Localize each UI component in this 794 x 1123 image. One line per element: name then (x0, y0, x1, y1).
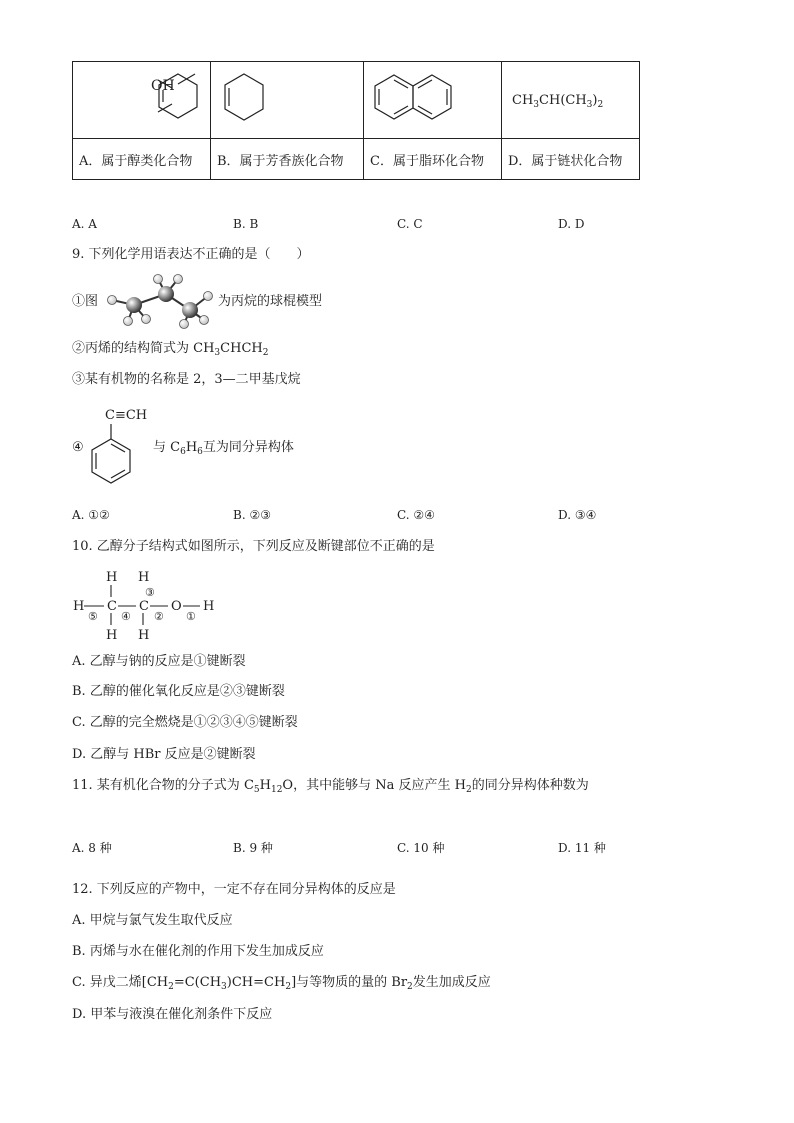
phenylacetylene-structure-diagram (86, 403, 152, 493)
q9-item2: ②丙烯的结构简式为 $CH_3CHCH_2$ (72, 341, 269, 358)
caption-b: B．属于芳香族化合物 (217, 153, 344, 169)
caption-a: A．属于醇类化合物 (79, 153, 193, 169)
q9-item1-suffix: 为丙烷的球棍模型 (218, 294, 323, 309)
naphthalene-structure-diagram (364, 62, 501, 134)
cyclohexene-structure-cell (211, 62, 364, 139)
q11-option-b: B. 9 种 (233, 841, 273, 855)
structure-table (72, 61, 640, 180)
q9-stem: 9. 下列化学用语表达不正确的是（ ） (72, 247, 310, 262)
q10-stem: 10. 乙醇分子结构式如图所示，下列反应及断键部位不正确的是 (72, 539, 435, 554)
svg-text:①: ① (186, 610, 196, 623)
svg-text:H: H (138, 628, 150, 643)
q9-option-c: C. ②④ (397, 508, 435, 522)
caption-c: C．属于脂环化合物 (370, 153, 484, 169)
q10-option-a: A. 乙醇与钠的反应是①键断裂 (72, 654, 246, 669)
q12-option-c: C. 异戊二烯$[CH_2=C(CH_3)CH=CH_2]$与等物质的量的 $Br_2$发生加成反应 (72, 975, 491, 992)
q9-item3: ③某有机物的名称是 2，3—二甲基戊烷 (72, 372, 301, 387)
propane-ball-stick-model (100, 271, 220, 329)
svg-text:C≡CH: C≡CH (105, 408, 148, 423)
q9-item4-text: 与 $C_6H_6$互为同分异构体 (153, 440, 294, 457)
svg-text:⑤: ⑤ (88, 610, 98, 623)
q9-option-a: A. ①② (72, 508, 110, 522)
q9-item4-label: ④ (72, 440, 84, 455)
q11-option-c: C. 10 种 (397, 841, 445, 855)
svg-text:C: C (139, 599, 149, 614)
svg-text:H: H (106, 628, 118, 643)
cyclohexene-structure-diagram (211, 62, 363, 134)
q8-option-d: D. D (558, 217, 585, 231)
q11-stem: 11. 某有机化合物的分子式为 $C_5H_{12}O$，其中能够与 Na 反应产生 $H_2$的同分异构体种数为 (72, 778, 589, 795)
q12-stem: 12. 下列反应的产物中，一定不存在同分异构体的反应是 (72, 882, 396, 897)
q9-option-b: B. ②③ (233, 508, 271, 522)
q12-option-b: B. 丙烯与水在催化剂的作用下发生加成反应 (72, 944, 324, 959)
svg-text:H: H (73, 599, 85, 614)
ethanol-structural-formula (70, 565, 230, 643)
q9-item1-prefix: ①图 (72, 294, 99, 309)
q11-option-d: D. 11 种 (558, 841, 606, 855)
q12-option-a: A. 甲烷与氯气发生取代反应 (72, 913, 233, 928)
q9-option-d: D. ③④ (558, 508, 597, 522)
svg-text:O: O (171, 599, 182, 614)
svg-text:③: ③ (145, 586, 155, 599)
svg-text:H: H (138, 570, 150, 585)
q11-option-a: A. 8 种 (72, 841, 112, 855)
chain-formula-cell (502, 62, 640, 139)
phenol-structure-diagram (73, 62, 210, 134)
caption-d: D．属于链状化合物 (508, 153, 623, 169)
naphthalene-structure-cell (364, 62, 502, 139)
q12-option-d: D. 甲苯与液溴在催化剂条件下反应 (72, 1007, 273, 1022)
q8-option-c: C. C (397, 217, 423, 231)
svg-text:②: ② (154, 610, 164, 623)
svg-text:H: H (203, 599, 215, 614)
svg-text:C: C (107, 599, 117, 614)
chain-formula: $CH_3CH(CH_3)_2$ (512, 92, 604, 110)
svg-text:④: ④ (121, 610, 131, 623)
q8-option-a: A. A (72, 217, 97, 231)
q10-option-b: B. 乙醇的催化氧化反应是②③键断裂 (72, 684, 285, 699)
q8-option-b: B. B (233, 217, 259, 231)
q10-option-c: C. 乙醇的完全燃烧是①②③④⑤键断裂 (72, 715, 298, 730)
svg-text:OH: OH (151, 78, 175, 94)
q10-option-d: D. 乙醇与 HBr 反应是②键断裂 (72, 747, 256, 762)
phenol-structure-cell (73, 62, 211, 139)
svg-text:H: H (106, 570, 118, 585)
